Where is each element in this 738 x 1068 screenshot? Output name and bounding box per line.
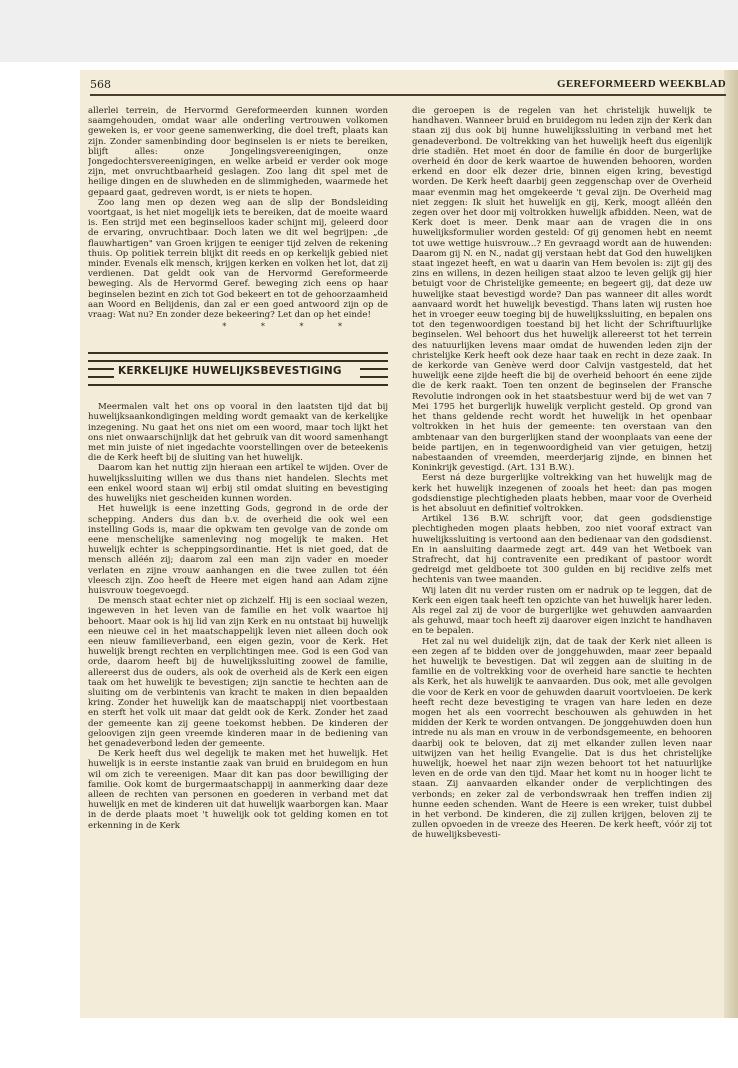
- section-stars: * * * *: [222, 322, 358, 332]
- page-edge-shadow: [724, 70, 738, 1018]
- body-paragraph: Het zal nu wel duidelijk zijn, dat de taak der Kerk niet alleen is een zegen af te bidden over de jonggehuwden, maar zeer bepaald het huwelijk te bevestigen. Dat wil zeggen aan de sluiting in de familie en de voltrekking voor de overheid hare sanctie te hechten als Kerk, het als huwelijk te aanvaarden. Dus ook, met alle gevolgen die voor de Kerk en voor de gehuwden daaruit voortvloeien. De kerk heeft recht deze bevestiging te vragen van hare leden en deze mogen het als een voorrecht beschouwen als gehuwden in het midden der Kerk te worden ontvangen. De jonggehuwden doen hun intrede nu als man en vrouw in de verbondsgemeente, en behooren daarbij ook te beloven, dat zij met elkander zullen leven naar uitwijzen van het heilig Evangelie. Dat is dus het christelijke huwelijk, hoewel het naar zijn wezen behoort tot het natuurlijke leven en de orde van den tijd. Maar het komt nu in hooger licht te staan. Zij aanvaarden elkander onder de verplichtingen des verbonds; en zeker zal de verbondswraak hen treffen indien zij hunne eeden schenden. Want de Heere is een wreker, tuist dubbel in het verbond. De kinderen, die zij zullen krijgen, beloven zij te zullen opvoeden in de vreeze des Heeren. De kerk heeft, vóór zij tot de huwelijksbevesti-: [412, 636, 712, 841]
- heading-rule: [88, 376, 114, 378]
- body-paragraph: Meermalen valt het ons op vooral in den laatsten tijd dat bij huwelijksaankondigingen melding wordt gemaakt van de kerkelijke inzegening. Nu gaat het ons niet om een woord, maar toch lijkt het ons niet onwaarschijnlijk dat het gebruik van dit woord samenhangt met min juiste of niet ingedachte voorstellingen over de beteekenis die de Kerk heeft bij de sluiting van het huwelijk.: [88, 402, 388, 464]
- body-paragraph: Het huwelijk is eene inzetting Gods, gegrond in de orde der schepping. Anders dus dan b.v. de overheid die ook wel een instelling Gods is, maar die opkwam ten gevolge van de zonde om eene menschelijke samenleving nog mogelijk te maken. Het huwelijk echter is scheppingsordinantie. Het is niet goed, dat de mensch alléén zij; daarom zal een man zijn vader en moeder verlaten en zijne vrouw aanhangen en die twee zullen tot één vleesch zijn. Zoo heeft de Heere met eigen hand aan Adam zijne huisvrouw toegevoegd.: [88, 504, 388, 596]
- body-paragraph: Wij laten dit nu verder rusten om er nadruk op te leggen, dat de Kerk een eigen taak heeft ten opzichte van het huwelijk harer leden. Als regel zal zij de voor de burgerlijke wet gehuwden aanvaarden als gehuwd, maar toch heeft zij daarover eigen inzicht te handhaven en te bepalen.: [412, 585, 712, 637]
- header-rule: [90, 94, 726, 96]
- section-heading: KERKELIJKE HUWELIJKSBEVESTIGING: [118, 365, 342, 378]
- heading-rule: [88, 360, 388, 362]
- body-paragraph: Eerst ná deze burgerlijke voltrekking van het huwelijk mag de kerk het huwelijk inzegenen of zooals het heet: dan pas mogen godsdienstige plechtigheden plaats hebben, maar voor de Overheid is het absoluut en definitief voltrokken.: [412, 473, 712, 514]
- body-paragraph: Artikel 136 B.W. schrijft voor, dat geen godsdienstige plechtigheden mogen plaats hebben, zoo niet vooraf extract van huwelijkssluiting is vertoond aan den bedienaar van den godsdienst. En in aansluiting daarmede zegt art. 449 van het Wetboek van Strafrecht, dat hij contravenite een predikant of pastoor wordt gedreigd met geldboete tot 300 gulden en bij recidive zelfs met hechtenis van twee maanden.: [412, 514, 712, 586]
- body-paragraph: allerlei terrein, de Hervormd Gereformeerden kunnen worden saamgehouden, omdat waar alle onderling vertrouwen volkomen geweken is, er voor geene samenwerking, die doel treft, plaats kan zijn. Zonder samenbinding door beginselen is er niets te bereiken, blijft alles: onze Jongelingsvereenigingen, onze Jongedochtersvereenigingen, en welke arbeid er verder ook moge zijn, met onvruchtbaarheid geslagen. Zoo lang dit spel met de heilige dingen en de sluwheden en de slimmigheden, waarmede het gepaard gaat, gedreven wordt, is er niets te hopen.: [88, 106, 388, 198]
- heading-rule-top: [88, 352, 388, 354]
- body-paragraph: Daarom kan het nuttig zijn hieraan een artikel te wijden. Over de huwelijkssluiting willen we dus thans niet handelen. Slechts met een enkel woord staan wij erbij stil omdat sluiting en bevestiging des huwelijks niet gescheiden kunnen worden.: [88, 463, 388, 505]
- body-paragraph: Zoo lang men op dezen weg aan de slip der Bondsleiding voortgaat, is het niet mogelijk iets te bereiken, dat de moeite waard is. Een strijd met een beginselloos kader schijnt mij, geleerd door de ervaring, onvruchtbaar. Doch laten we dit wel begrijpen: „de flauwhartigen" van Groen krijgen te eeniger tijd zelven de rekening thuis. Op politiek terrein blijkt dit reeds en op kerkelijk gebied niet minder. Evenals elk mensch, krijgen kerken en volken het lot, dat zij verdienen. Dat geldt ook van de Hervormd Gereformeerde beweging. Als de Hervormd Geref. beweging zich eens op haar beginselen bezint en zich tot God bekeert en tot de gehoorzaamheid aan Woord en Belijdenis, dan zal er een goed antwoord zijn op de vraag: Wat nu? En zonder deze bekeering? Let dan op het einde!: [88, 197, 388, 321]
- left-column: [88, 106, 388, 1004]
- heading-rule: [360, 368, 388, 370]
- heading-rule-bottom: [88, 384, 388, 386]
- right-column: [412, 106, 712, 1004]
- scan-background: [0, 0, 738, 62]
- body-paragraph: die geroepen is de regelen van het christelijk huwelijk te handhaven. Wanneer bruid en bruidegom nu leden zijn der Kerk dan staan zij dus ook bij hunne huwelijkssluiting in verband met het genadeverbond. De voltrekking van het huwelijk heeft dus eigenlijk drie stadiën. Het moet én door de familie én door de burgerlijke overheid én door de kerk waartoe de huwenden behooren, worden erkend en door elk dezer drie, binnen eigen kring, bevestigd worden. De Kerk heeft daarbij geen zeggenschap over de Overheid maar evenmin mag het omgekeerde 't geval zijn. De Overheid mag niet zeggen: Ik sluit het huwelijk en gij, Kerk, moogt alléén den zegen over het door mij voltrokken huwelijk afbidden. Neen, wat de Kerk doet is meer. Denk maar aan de vragen die in ons huwelijksformulier worden gesteld: Of gij genomen hebt en neemt tot uwe wettige huisvrouw...? En gevraagd wordt aan de huwenden: Daarom gij N. en N., nadat gij verstaan hebt dat God den huwelijken staat ingezet heeft, en wat u daarin van Hem bevolen is: zijt gij des zins en willens, in dezen heiligen staat alzoo te leven gelijk gij hier betuigt voor de Christelijke gemeente; en begeert gij, dat deze uw huwelijke staat bevestigd worde? Dan pas wanneer dit alles wordt aanvaard wordt het huwelijk bevestigd. Thans laten wij rusten hoe het in vroeger eeuw toeging bij de huwelijkssluiting, en bepalen ons tot den tegenwoordigen toestand bij het licht der Schriftuurlijke beginselen. Wel behoort dus het huwelijk allereerst tot het terrein des natuurlijken levens maar omdat de huwenden leden zijn der christelijke Kerk heeft ook deze haar taak en recht in deze zaak. In de kerkorde van Genève werd door Calvijn vastgesteld, dat het huwelijk eene zijde heeft die bij de overheid behoort én eene zijde die de kerk raakt. Toen ten onzent de beginselen der Fransche Revolutie indrongen ook in het staatsbestuur werd bij de wet van 7 Mei 1795 het burgerlijk huwelijk verplicht gesteld. Op grond van het thans geldende recht wordt het huwelijk in het openbaar voltrokken in het huis der gemeente: ten overstaan van den ambtenaar van den burgerlijken stand der woonplaats van eene der beide partijen, en in tegenwoordigheid van vier getuigen, hetzij nabestaanden of vreemden, meerderjarig zijnde, en binnen het Koninkrijk gevestigd. (Art. 131 B.W.).: [412, 106, 712, 474]
- body-paragraph: De Kerk heeft dus wel degelijk te maken met het huwelijk. Het huwelijk is in eerste instantie zaak van bruid en bruidegom en hun wil om zich te vereenigen. Maar dit kan pas door bewilliging der familie. Ook komt de burgermaatschappij in aanmerking daar deze alleen de rechten van personen en goederen in verband met dat huwelijk en met de kinderen uit dat huwelijk waarborgen kan. Maar in de derde plaats moet 't huwelijk ook tot gelding komen en tot erkenning in de Kerk: [88, 749, 388, 831]
- body-paragraph: De mensch staat echter niet op zichzelf. Hij is een sociaal wezen, ingeweven in het leven van de familie en het volk waartoe hij behoort. Maar ook is hij lid van zijn Kerk en nu ontstaat bij huwelijk een nieuwe cel in het maatschappelijk leven niet alleen doch ook een nieuw familieverband, een eigen gezin, voor de Kerk. Het huwelijk brengt rechten en verplichtingen mee. God is een God van orde, daarom heeft bij de huwelijkssluiting zoowel de familie, allereerst dus de ouders, als ook de overheid als de Kerk een eigen taak om het huwelijk te bevestigen; zijn sanctie te hechten aan de sluiting om de verbintenis van kracht te maken in dien bepaalden kring. Zonder het huwelijk kan de maatschappij niet voortbestaan en sterft het volk uit maar dat geldt ook de Kerk. Zonder het zaad der gemeente kan zij geene toekomst hebben. De kinderen der geloovigen zijn geen vreemde kinderen maar in de bediening van het genadeverbond leden der gemeente.: [88, 596, 388, 749]
- journal-title: GEREFORMEERD WEEKBLAD: [557, 78, 726, 90]
- page-number: 568: [90, 78, 111, 91]
- heading-rule: [360, 376, 388, 378]
- magazine-page: [80, 70, 738, 1018]
- heading-rule: [88, 368, 114, 370]
- section-heading-block: [88, 346, 388, 392]
